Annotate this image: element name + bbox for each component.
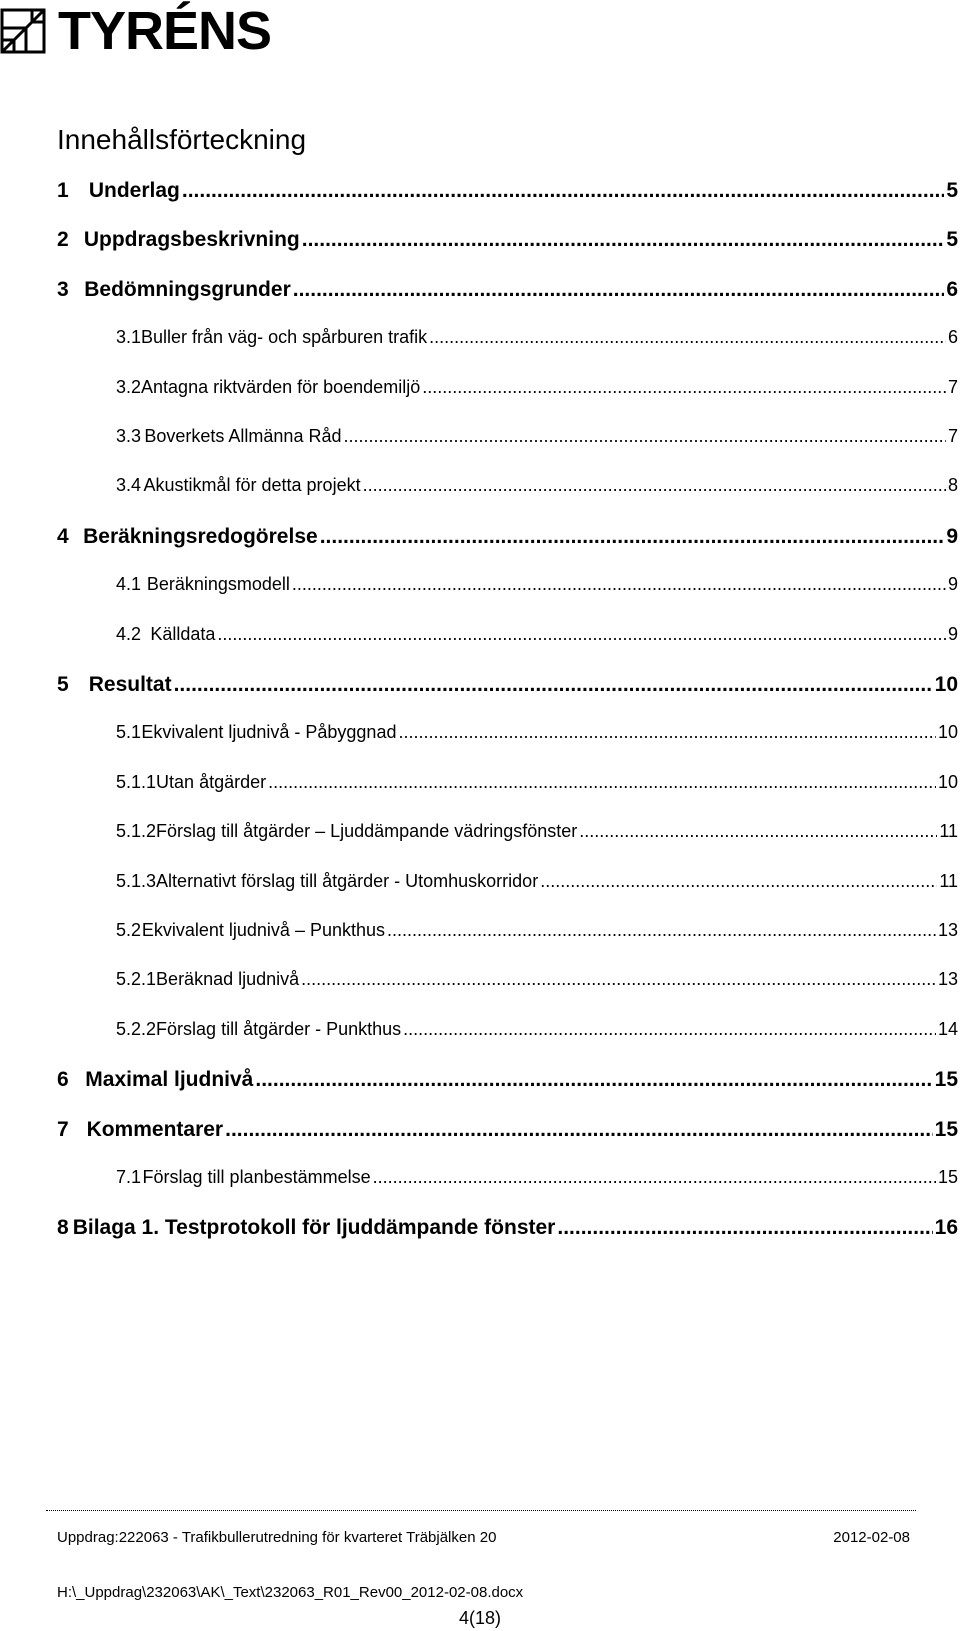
- toc-dot-leader: [398, 722, 936, 743]
- toc-entry-number: 1: [57, 179, 69, 202]
- toc-entry-number: 7.1: [116, 1167, 142, 1187]
- company-logo: [0, 1, 272, 61]
- toc-dot-leader: [343, 426, 946, 447]
- toc-entry-label: Förslag till planbestämmelse: [142, 1167, 371, 1187]
- toc-dot-leader: [373, 1167, 936, 1188]
- footer-file-path: H:\_Uppdrag\232063\AK\_Text\232063_R01_Rev00_2012-02-08.docx: [57, 1584, 524, 1601]
- toc-entry[interactable]: [57, 1068, 960, 1098]
- toc-entry-page: 5: [946, 228, 958, 251]
- toc-entry-page: 10: [937, 722, 958, 742]
- toc-entry-number: 4: [57, 525, 69, 548]
- toc-entry-number: 6: [57, 1068, 69, 1091]
- toc-entry[interactable]: [57, 673, 960, 703]
- toc-entry-number: 2: [57, 228, 69, 251]
- toc-entry-number: 3.4: [116, 475, 142, 495]
- toc-entry[interactable]: [57, 179, 960, 209]
- toc-entry[interactable]: [57, 1216, 960, 1246]
- toc-entry-label: Antagna riktvärden för boendemiljö: [141, 377, 421, 397]
- toc-title: Innehållsförteckning: [57, 124, 307, 155]
- toc-entry-number: 4.1: [116, 574, 142, 594]
- toc-entry-page: 14: [937, 1019, 958, 1039]
- toc-entry-page: 16: [934, 1216, 958, 1239]
- toc-entry-label: Förslag till åtgärder – Ljuddämpande vädringsfönster: [156, 821, 578, 841]
- toc-dot-leader: [579, 821, 937, 842]
- toc-entry-number: 5.1.1: [116, 772, 157, 792]
- toc-entry-page: 15: [937, 1167, 958, 1187]
- toc-dot-leader: [301, 969, 936, 990]
- toc-entry[interactable]: [57, 1167, 960, 1197]
- footer-assignment: Uppdrag:222063 - Trafikbullerutredning för kvarteret Träbjälken 20: [57, 1529, 497, 1546]
- toc-entry-label: Kommentarer: [86, 1118, 224, 1141]
- toc-entry-number: 5.2: [116, 920, 142, 940]
- toc-entry-label: Maximal ljudnivå: [85, 1068, 254, 1091]
- toc-entry[interactable]: [57, 377, 960, 407]
- toc-entry-number: 3.1: [116, 327, 142, 347]
- page-number: 4(18): [458, 1608, 502, 1628]
- toc-entry-number: 8: [57, 1216, 69, 1239]
- toc-entry[interactable]: [57, 624, 960, 654]
- toc-entry-page: 5: [946, 179, 958, 202]
- toc-entry[interactable]: [57, 278, 960, 308]
- toc-entry-label: Förslag till åtgärder - Punkthus: [156, 1019, 402, 1039]
- toc-entry-page: 8: [947, 475, 958, 495]
- logo-text: TYRÉNS: [58, 1, 272, 61]
- toc-dot-leader: [320, 525, 945, 549]
- toc-entry-number: 5.1.2: [116, 821, 157, 841]
- toc-dot-leader: [557, 1216, 932, 1240]
- toc-entry-label: Akustikmål för detta projekt: [143, 475, 361, 495]
- toc-dot-leader: [268, 772, 936, 793]
- toc-entry-page: 6: [947, 327, 958, 347]
- toc-dot-leader: [403, 1019, 936, 1040]
- toc-dot-leader: [225, 1118, 933, 1142]
- toc-entry-number: 3: [57, 278, 69, 301]
- toc-entry-number: 5.1: [116, 722, 142, 742]
- toc-entry-page: 13: [937, 969, 958, 989]
- toc-dot-leader: [540, 871, 937, 892]
- toc-entry-label: Beräkningsredogörelse: [83, 525, 318, 548]
- toc-entry[interactable]: [57, 426, 960, 456]
- toc-entry-number: 5: [57, 673, 69, 696]
- toc-entry-label: Ekvivalent ljudnivå – Punkthus: [141, 920, 385, 940]
- toc-entry-label: Underlag: [88, 179, 180, 202]
- toc-entry[interactable]: [57, 969, 960, 999]
- toc-dot-leader: [292, 574, 946, 595]
- toc-entry-label: Bilaga 1. Testprotokoll för ljuddämpande fönster: [72, 1216, 556, 1239]
- toc-entry[interactable]: [57, 1118, 960, 1148]
- toc-dot-leader: [255, 1068, 932, 1092]
- toc-entry-label: Boverkets Allmänna Råd: [144, 426, 342, 446]
- toc-entry-number: 5.1.3: [116, 871, 157, 891]
- toc-entry-label: Buller från väg- och spårburen trafik: [141, 327, 428, 347]
- toc-entry-label: Beräknad ljudnivå: [156, 969, 300, 989]
- toc-entry-label: Resultat: [88, 673, 172, 696]
- toc-entry[interactable]: [57, 722, 960, 752]
- toc-entry[interactable]: [57, 871, 960, 901]
- toc-entry-page: 11: [939, 871, 958, 891]
- toc-entry[interactable]: [57, 821, 960, 851]
- toc-entry-number: 5.2.2: [116, 1019, 157, 1039]
- toc-entry-label: Beräkningsmodell: [146, 574, 290, 594]
- toc-entry-page: 6: [946, 278, 958, 301]
- footer-date: 2012-02-08: [833, 1529, 910, 1546]
- toc-entry[interactable]: [57, 228, 960, 258]
- toc-entry-page: 9: [947, 574, 958, 594]
- toc-entry-label: Bedömningsgrunder: [84, 278, 291, 301]
- toc-entry-page: 10: [934, 673, 958, 696]
- toc-dot-leader: [293, 278, 945, 302]
- toc-entry-number: 3.3: [116, 426, 142, 446]
- toc-entry-number: 5.2.1: [116, 969, 157, 989]
- toc-entry-number: 3.2: [116, 377, 142, 397]
- toc-entry-number: 4.2: [116, 624, 142, 644]
- toc-entry-page: 11: [939, 821, 958, 841]
- toc-dot-leader: [363, 475, 946, 496]
- toc-entry-page: 15: [934, 1068, 958, 1091]
- toc-entry-label: Källdata: [150, 624, 216, 644]
- toc-entry[interactable]: [57, 327, 960, 357]
- toc-dot-leader: [387, 920, 936, 941]
- footer-divider: [46, 1510, 916, 1511]
- toc-entry-label: Uppdragsbeskrivning: [83, 228, 300, 251]
- toc-entry-label: Alternativt förslag till åtgärder - Utomhuskorridor: [156, 871, 539, 891]
- toc-dot-leader: [174, 673, 933, 697]
- toc-dot-leader: [217, 624, 946, 645]
- toc-entry[interactable]: [57, 920, 960, 950]
- toc-entry-page: 9: [946, 525, 958, 548]
- toc-dot-leader: [429, 327, 946, 348]
- toc-entry-label: Ekvivalent ljudnivå - Påbyggnad: [141, 722, 397, 742]
- toc-entry[interactable]: [57, 525, 960, 555]
- tyrens-logo-icon: [0, 8, 46, 54]
- toc-entry-page: 10: [937, 772, 958, 792]
- toc-entry-label: Utan åtgärder: [156, 772, 267, 792]
- toc-entry-page: 15: [934, 1118, 958, 1141]
- toc-entry-page: 9: [947, 624, 958, 644]
- toc-entry[interactable]: [57, 574, 960, 604]
- toc-entry-page: 7: [947, 426, 958, 446]
- toc-entry[interactable]: [57, 772, 960, 802]
- toc-dot-leader: [422, 377, 946, 398]
- toc-entry-page: 13: [937, 920, 958, 940]
- toc-entry[interactable]: [57, 1019, 960, 1049]
- toc-dot-leader: [302, 228, 945, 252]
- toc-dot-leader: [182, 179, 944, 203]
- toc-entry-number: 7: [57, 1118, 69, 1141]
- toc-entry[interactable]: [57, 475, 960, 505]
- toc-entry-page: 7: [947, 377, 958, 397]
